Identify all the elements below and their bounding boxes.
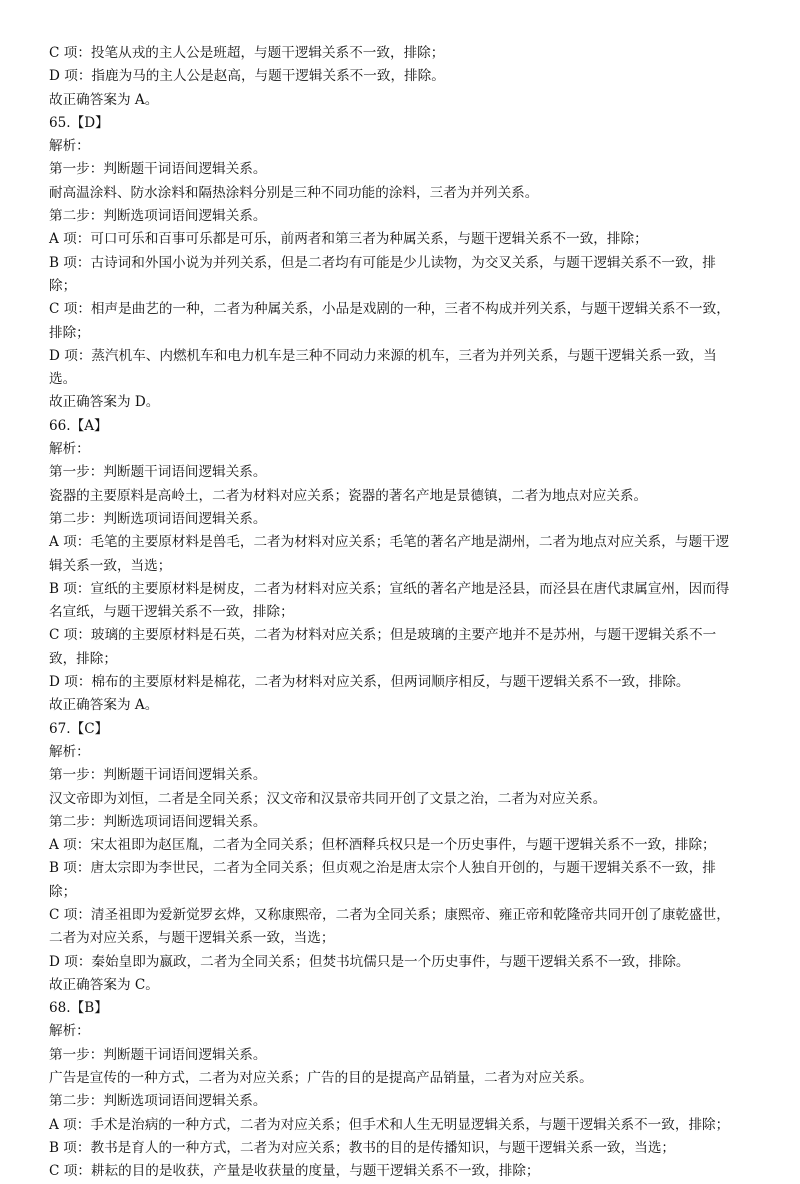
text-line: A 项：毛笔的主要原材料是兽毛，二者为材料对应关系；毛笔的著名产地是湖州，二者为地点对应关系，与题干逻 bbox=[49, 534, 730, 551]
text-line: 瓷器的主要原料是高岭土，二者为材料对应关系；瓷器的著名产地是景德镇，二者为地点对应关系。 bbox=[49, 487, 648, 504]
text-line: 除； bbox=[49, 277, 77, 294]
text-line: 68.【B】 bbox=[49, 1000, 108, 1017]
text-line: 辑关系一致，当选； bbox=[49, 557, 172, 574]
text-line: A 项：宋太祖即为赵匡胤，二者为全同关系；但杯酒释兵权只是一个历史事件，与题干逻辑关系不一致，排除； bbox=[49, 837, 716, 854]
text-line: B 项：宣纸的主要原材料是树皮，二者为材料对应关系；宣纸的著名产地是泾县，而泾县在唐代隶属宣州，因而得 bbox=[49, 580, 730, 597]
text-line: 致，排除； bbox=[49, 650, 117, 667]
text-line: 第一步：判断题干词语间逻辑关系。 bbox=[49, 161, 267, 178]
text-line: 第二步：判断选项词语间逻辑关系。 bbox=[49, 1093, 267, 1110]
text-line: 广告是宣传的一种方式，二者为对应关系；广告的目的是提高产品销量，二者为对应关系。 bbox=[49, 1070, 593, 1087]
text-line: C 项：清圣祖即为爱新觉罗玄烨，又称康熙帝，二者为全同关系；康熙帝、雍正帝和乾隆帝共同开创了康乾盛世， bbox=[49, 906, 730, 923]
text-line: 耐高温涂料、防水涂料和隔热涂料分别是三种不同功能的涂料，三者为并列关系。 bbox=[49, 184, 539, 201]
text-line: 故正确答案为 A。 bbox=[49, 697, 159, 714]
text-line: 解析： bbox=[49, 441, 90, 458]
text-line: 第二步：判断选项词语间逻辑关系。 bbox=[49, 510, 267, 527]
text-line: B 项：教书是育人的一种方式，二者为对应关系；教书的目的是传播知识，与题干逻辑关系一致，当选； bbox=[49, 1139, 676, 1156]
text-line: 故正确答案为 A。 bbox=[49, 91, 159, 108]
text-line: C 项：玻璃的主要原材料是石英，二者为材料对应关系；但是玻璃的主要产地并不是苏州，与题干逻辑关系不一 bbox=[49, 627, 717, 644]
text-line: 故正确答案为 C。 bbox=[49, 976, 159, 993]
text-line: 66.【A】 bbox=[49, 417, 108, 434]
text-line: 第二步：判断选项词语间逻辑关系。 bbox=[49, 813, 267, 830]
text-line: 第二步：判断选项词语间逻辑关系。 bbox=[49, 208, 267, 225]
text-line: 汉文帝即为刘恒，二者是全同关系；汉文帝和汉景帝共同开创了文景之治，二者为对应关系。 bbox=[49, 790, 607, 807]
text-line: 除； bbox=[49, 883, 77, 900]
text-line: 解析： bbox=[49, 743, 90, 760]
text-line: D 项：蒸汽机车、内燃机车和电力机车是三种不同动力来源的机车，三者为并列关系，与题干逻辑关系一致，当 bbox=[49, 347, 717, 364]
text-line: 解析： bbox=[49, 1023, 90, 1040]
text-line: D 项：秦始皇即为嬴政，二者为全同关系；但焚书坑儒只是一个历史事件，与题干逻辑关系不一致，排除。 bbox=[49, 953, 690, 970]
text-line: 二者为对应关系，与题干逻辑关系一致，当选； bbox=[49, 930, 335, 947]
text-line: 故正确答案为 D。 bbox=[49, 394, 160, 411]
text-line: B 项：唐太宗即为李世民，二者为全同关系；但贞观之治是唐太宗个人独自开创的，与题干逻辑关系不一致，排 bbox=[49, 860, 716, 877]
text-line: 65.【D】 bbox=[49, 114, 109, 131]
text-line: C 项：耕耘的目的是收获，产量是收获量的度量，与题干逻辑关系不一致，排除； bbox=[49, 1163, 540, 1180]
text-line: D 项：棉布的主要原材料是棉花，二者为材料对应关系，但两词顺序相反，与题干逻辑关系不一致，排除。 bbox=[49, 674, 690, 691]
text-line: C 项：相声是曲艺的一种，二者为种属关系，小品是戏剧的一种，三者不构成并列关系，与题干逻辑关系不一致， bbox=[49, 301, 730, 318]
text-line: 排除； bbox=[49, 324, 90, 341]
text-line: 名宣纸，与题干逻辑关系不一致，排除； bbox=[49, 604, 294, 621]
text-line: A 项：可口可乐和百事可乐都是可乐，前两者和第三者为种属关系，与题干逻辑关系不一致，排除； bbox=[49, 231, 648, 248]
text-line: 解析： bbox=[49, 138, 90, 155]
document-page bbox=[49, 42, 761, 1184]
text-line: 第一步：判断题干词语间逻辑关系。 bbox=[49, 767, 267, 784]
text-line: 67.【C】 bbox=[49, 720, 109, 737]
text-line: C 项：投笔从戎的主人公是班超，与题干逻辑关系不一致，排除； bbox=[49, 45, 445, 61]
text-line: D 项：指鹿为马的主人公是赵高，与题干逻辑关系不一致，排除。 bbox=[49, 68, 445, 85]
text-line: 第一步：判断题干词语间逻辑关系。 bbox=[49, 464, 267, 481]
text-line: A 项：手术是治病的一种方式，二者为对应关系；但手术和人生无明显逻辑关系，与题干逻辑关系不一致，排除； bbox=[49, 1116, 730, 1133]
text-line: 选。 bbox=[49, 371, 77, 388]
text-line: B 项：古诗词和外国小说为并列关系，但是二者均有可能是少儿读物，为交叉关系，与题干逻辑关系不一致，排 bbox=[49, 254, 716, 271]
text-line: 第一步：判断题干词语间逻辑关系。 bbox=[49, 1046, 267, 1063]
